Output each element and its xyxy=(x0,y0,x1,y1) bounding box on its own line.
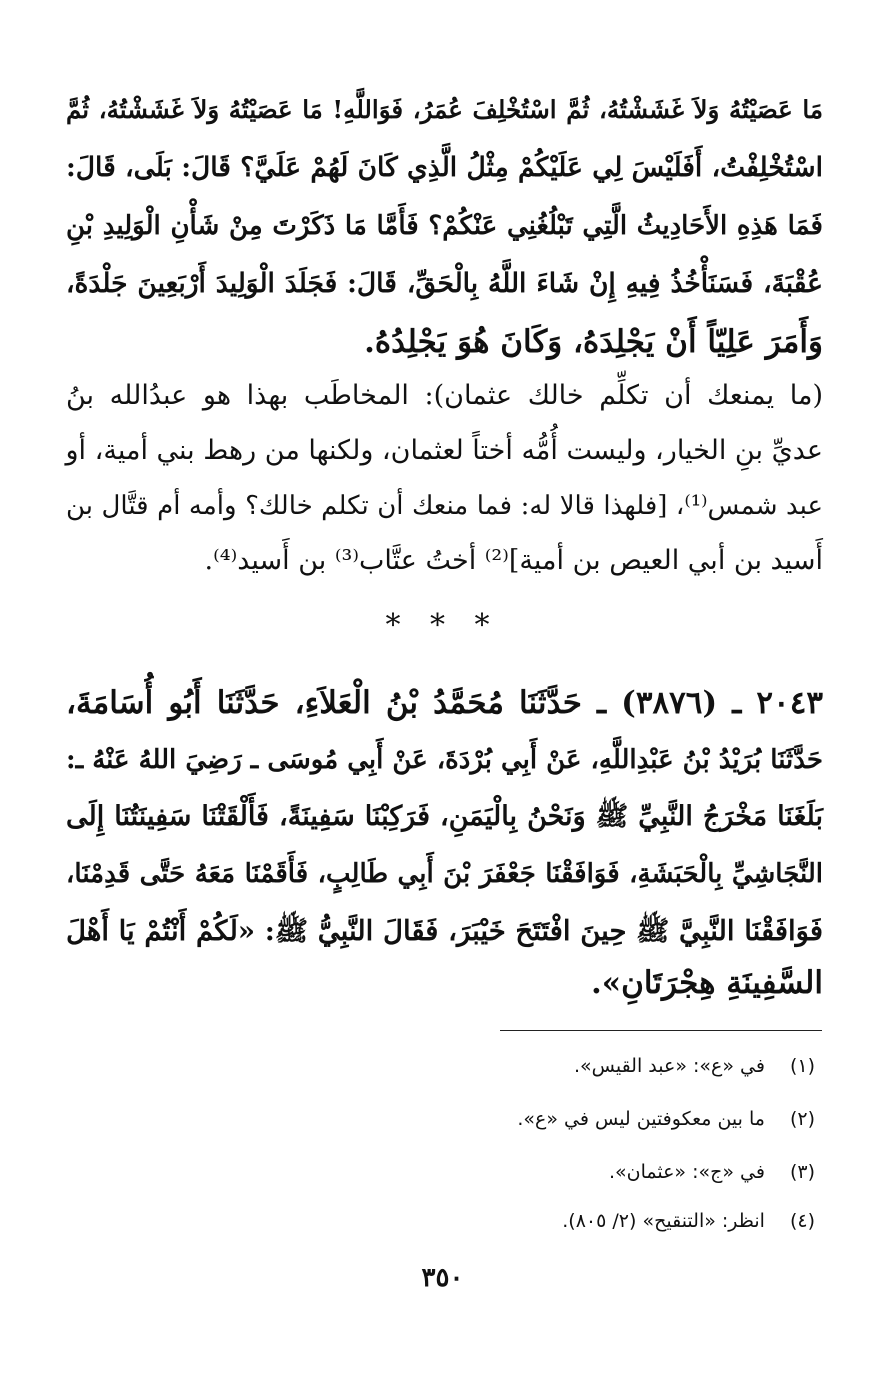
commentary-line: عديِّ بنِ الخيار، وليست أُمُّه أختاً لعثمان، ولكنها من رهط بني أمية، أو xyxy=(65,435,823,466)
footnote xyxy=(60,1104,815,1134)
footnote-text: ما بين معكوفتين ليس في «ع». xyxy=(517,1108,765,1130)
footnote-number: (٢) xyxy=(789,1108,815,1130)
text-line: وَأَمَرَ عَلِيّاً أَنْ يَجْلِدَهُ، وَكَانَ هُوَ يَجْلِدُهُ. xyxy=(364,324,823,360)
footnote xyxy=(60,1206,815,1236)
hadith-line: النَّجَاشِيِّ بِالْحَبَشَةِ، فَوَافَقْنَا جَعْفَرَ بْنَ أَبِي طَالِبٍ، فَأَقَمْنَا مَعَهُ حَتَّى قَدِمْنَا، xyxy=(66,859,823,889)
hadith-line: بَلَغَنَا مَخْرَجُ النَّبِيِّ ﷺ وَنَحْنُ بِالْيَمَنِ، فَرَكِبْنَا سَفِينَةً، فَأَلْقَتْنَا سَفِينَتُنَا إِلَى xyxy=(66,801,823,832)
footnote-text: انظر: «التنقيح» (٢/ ٨٠٥). xyxy=(562,1210,765,1232)
page-number: ٣٥٠ xyxy=(421,1263,464,1293)
commentary-line: (ما يمنعك أن تكلِّم خالك عثمان): المخاطَب بهذا هو عبدُالله بنُ xyxy=(66,380,823,411)
text-line: فَمَا هَذِهِ الأَحَادِيثُ الَّتِي تَبْلُغُنِي عَنْكُمْ؟ فَأَمَّا مَا ذَكَرْتَ مِنْ شَأْنِ الْوَلِيدِ بْنِ xyxy=(66,211,823,241)
hadith-line: فَوَافَقْنَا النَّبِيَّ ﷺ حِينَ افْتَتَحَ خَيْبَرَ، فَقَالَ النَّبِيُّ ﷺ: «لَكُمْ أَنْتُمْ يَا أَهْلَ xyxy=(66,915,823,947)
footnote-text: في «ج»: «عثمان». xyxy=(608,1161,765,1183)
footnote-number: (٣) xyxy=(789,1161,815,1183)
footnote-divider xyxy=(500,1030,822,1031)
footnote-text: في «ع»: «عبد القيس». xyxy=(573,1055,765,1077)
footnote xyxy=(60,1157,815,1187)
footnote-number: (٤) xyxy=(789,1210,815,1232)
text-line: مَا عَصَيْتُهُ وَلاَ غَشَشْتُهُ، ثُمَّ اسْتُخْلِفَ عُمَرُ، فَوَاللَّهِ! مَا عَصَيْتُهُ وَلاَ غَشَشْتُهُ، ثُمَّ xyxy=(66,95,823,124)
commentary-line: عبد شمس⁽¹⁾، [فلهذا قالا له: فما منعك أن تكلم خالك؟ وأمه أم قتَّال بن xyxy=(66,491,823,521)
text-line: عُقْبَةَ، فَسَنَأْخُذُ فِيهِ إِنْ شَاءَ اللَّهُ بِالْحَقِّ، قَالَ: فَجَلَدَ الْوَلِيدَ أَرْبَعِينَ جَلْدَةً، xyxy=(66,268,823,299)
hadith-line: ٢٠٤٣ ـ (٣٨٧٦) ـ حَدَّثَنَا مُحَمَّدُ بْنُ الْعَلاَءِ، حَدَّثَنَا أَبُو أُسَامَةَ، xyxy=(66,685,823,721)
section-separator: * * * xyxy=(385,608,500,643)
text-line: اسْتُخْلِفْتُ، أَفَلَيْسَ لِي عَلَيْكُمْ مِثْلُ الَّذِي كَانَ لَهُمْ عَلَيَّ؟ قَالَ: بَلَى، قَالَ: xyxy=(66,152,823,183)
commentary-line: أَسيد بن أبي العيص بن أمية]⁽²⁾ أختُ عتَّاب⁽³⁾ بن أَسيد⁽⁴⁾. xyxy=(204,545,823,576)
footnote xyxy=(60,1051,815,1081)
footnote-number: (١) xyxy=(789,1055,815,1077)
hadith-line: السَّفِينَةِ هِجْرَتَانِ». xyxy=(591,965,823,1001)
hadith-line: حَدَّثَنَا بُرَيْدُ بْنُ عَبْدِاللَّهِ، عَنْ أَبِي بُرْدَةَ، عَنْ أَبِي مُوسَى ـ رَضِيَ اللهُ عَنْهُ ـ: xyxy=(65,745,823,775)
